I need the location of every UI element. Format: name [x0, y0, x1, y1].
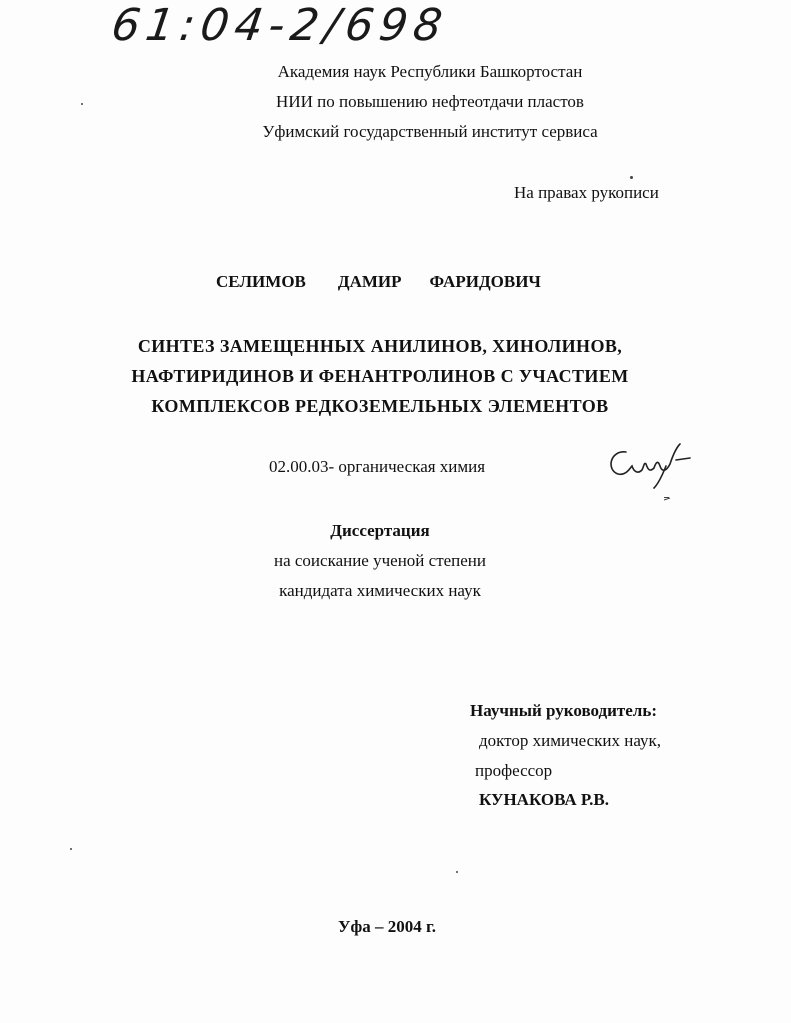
- scan-speck: [456, 871, 458, 873]
- scan-speck: [70, 848, 72, 850]
- author-patronymic: ФАРИДОВИЧ: [429, 272, 541, 291]
- author-first-name: ДАМИР: [337, 272, 402, 291]
- archive-number-handwritten: 61:04-2/698: [108, 0, 452, 51]
- dissertation-purpose: на соискание ученой степени: [273, 551, 487, 570]
- scan-speck: [664, 497, 669, 498]
- specialty-code: 02.00.03- органическая химия: [269, 457, 486, 476]
- title-line-1: СИНТЕЗ ЗАМЕЩЕННЫХ АНИЛИНОВ, ХИНОЛИНОВ,: [137, 336, 623, 356]
- dissertation-heading: Диссертация: [330, 521, 430, 540]
- supervisor-rank: профессор: [475, 761, 553, 780]
- supervisor-label: Научный руководитель:: [470, 701, 657, 720]
- organization-university: Уфимский государственный институт сервиса: [262, 122, 598, 141]
- supervisor-degree: доктор химических наук,: [479, 731, 662, 750]
- title-line-3: КОМПЛЕКСОВ РЕДКОЗЕМЕЛЬНЫХ ЭЛЕМЕНТОВ: [151, 396, 609, 416]
- signature-image: [604, 436, 694, 506]
- rights-note: На правах рукописи: [514, 183, 659, 202]
- scan-speck: [81, 103, 83, 105]
- title-line-2: НАФТИРИДИНОВ И ФЕНАНТРОЛИНОВ С УЧАСТИЕМ: [131, 366, 629, 386]
- dissertation-degree: кандидата химических наук: [279, 581, 481, 600]
- author-surname: СЕЛИМОВ: [216, 272, 306, 291]
- author-name: [216, 272, 541, 292]
- city-year: Уфа – 2004 г.: [337, 917, 437, 936]
- scan-speck: [630, 176, 633, 179]
- supervisor-name: КУНАКОВА Р.В.: [479, 790, 609, 809]
- organization-institute-oil: НИИ по повышению нефтеотдачи пластов: [276, 92, 584, 111]
- organization-academy: Академия наук Республики Башкортостан: [277, 62, 583, 81]
